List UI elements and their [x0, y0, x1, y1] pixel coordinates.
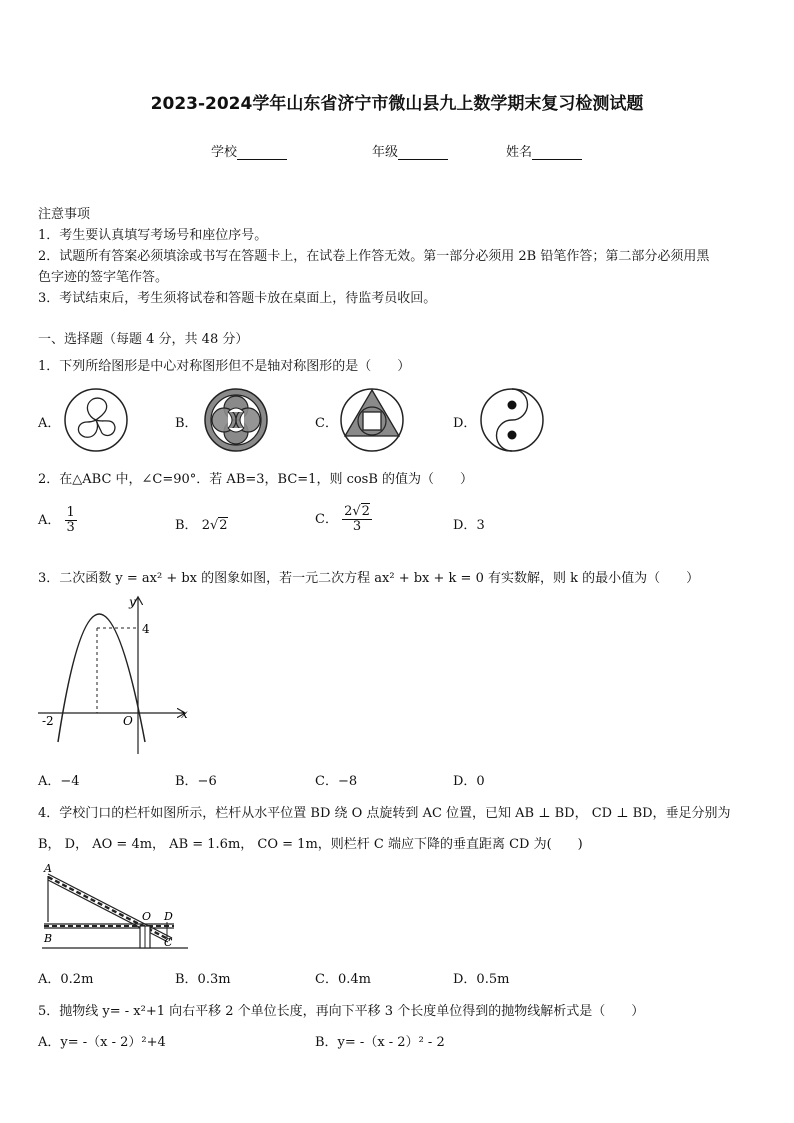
q1-option-c-label: C．: [315, 416, 338, 431]
q2-d-value: 3: [476, 518, 485, 533]
q2-c-radicand: 2: [361, 504, 370, 519]
name-blank: [532, 147, 582, 160]
school-label: 学校: [211, 145, 238, 160]
q2-option-c: [315, 505, 372, 534]
q4-option-b: B．0.3m: [175, 972, 231, 987]
label-c: C: [164, 936, 173, 949]
q5-option-b: B．y= -（x - 2）² - 2: [315, 1035, 445, 1050]
q2-b-coef: 2: [201, 518, 210, 533]
name-label: 姓名: [506, 145, 533, 160]
question-3-stem: 3．二次函数 y = ax² + bx 的图象如图，若一元二次方程 ax² + bx + k = 0 有实数解，则 k 的最小值为（ ）: [38, 571, 700, 586]
question-4-stem-line-1: 4．学校门口的栏杆如图所示，栏杆从水平位置 BD 绕 O 点旋转到 AC 位置，已知 AB ⊥ BD， CD ⊥ BD，垂足分别为: [38, 806, 731, 821]
q1-figure-a: [63, 387, 129, 453]
q4-option-c: C．0.4m: [315, 972, 371, 987]
q1-option-a-label: A．: [38, 416, 61, 431]
q2-option-b-label: B．: [175, 518, 198, 533]
question-4-stem-line-2: B， D， AO = 4m， AB = 1.6m， CO = 1m，则栏杆 C 端应下降的垂直距离 CD 为( ): [38, 837, 583, 852]
q2-option-b: B． 2√2: [175, 518, 228, 533]
q2-option-d: [453, 514, 485, 533]
label-d: D: [164, 910, 173, 923]
section-heading: 一、选择题（每题 4 分，共 48 分）: [38, 332, 249, 347]
q3-option-c: C．−8: [315, 774, 358, 789]
q4-option-a: A．0.2m: [38, 972, 94, 987]
question-2-stem: 2．在△ABC 中，∠C=90°．若 AB=3，BC=1，则 cosB 的值为（ ）: [38, 472, 474, 487]
q2-option-a: [38, 506, 77, 535]
q2-b-radicand: 2: [219, 518, 228, 533]
q1-option-d-label: D．: [453, 416, 477, 431]
question-5-stem: 5．抛物线 y= - x²+1 向右平移 2 个单位长度，再向下平移 3 个长度单位得到的抛物线解析式是（ ）: [38, 1004, 645, 1019]
q2-c-numerator: 2√2: [344, 504, 370, 519]
label-a: A: [44, 862, 52, 875]
x-tick-label: -2: [42, 714, 54, 728]
grade-label: 年级: [372, 145, 399, 160]
grade-blank: [398, 147, 448, 160]
page-title: 2023-2024学年山东省济宁市微山县九上数学期末复习检测试题: [150, 94, 644, 114]
q2-a-numerator: 1: [66, 505, 75, 520]
q2-option-c-fraction: [342, 505, 372, 534]
q1-option-b-label: B．: [175, 416, 198, 431]
q1-figure-b: [202, 387, 270, 453]
label-o: O: [142, 910, 152, 923]
school-field: [211, 141, 287, 160]
name-field: [506, 141, 582, 160]
label-b: B: [44, 932, 53, 945]
q2-option-a-fraction: [65, 506, 77, 535]
q4-barrier-figure: [36, 860, 196, 956]
origin-label: O: [123, 714, 133, 728]
q3-option-b: B．−6: [175, 774, 217, 789]
q4-option-d: D．0.5m: [453, 972, 510, 987]
notice-item: 色字迹的签字笔作答。: [38, 270, 169, 285]
q3-parabola-graph: [36, 592, 196, 758]
q2-option-d-label: D．: [453, 518, 477, 533]
question-1-stem: 1．下列所给图形是中心对称图形但不是轴对称图形的是（ ）: [38, 359, 411, 374]
x-axis-label: x: [181, 707, 188, 721]
school-blank: [237, 147, 287, 160]
q3-option-d: D．0: [453, 774, 485, 789]
y-tick-label: 4: [142, 622, 150, 636]
q2-a-denominator: 3: [66, 520, 75, 535]
notice-item: 1．考生要认真填写考场号和座位序号。: [38, 228, 268, 243]
q2-option-a-label: A．: [38, 513, 61, 528]
q2-c-coef: 2: [344, 504, 353, 519]
notice-item: 3．考试结束后，考生须将试卷和答题卡放在桌面上，待监考员收回。: [38, 291, 437, 306]
notice-heading: 注意事项: [38, 207, 91, 222]
q3-option-a: A．−4: [38, 774, 80, 789]
q1-figure-c: [339, 387, 405, 453]
q2-option-c-label: C．: [315, 512, 338, 527]
q1-figure-d: [478, 387, 546, 453]
grade-field: [372, 141, 448, 160]
notice-item: 2．试题所有答案必须填涂或书写在答题卡上，在试卷上作答无效。第一部分必须用 2B 铅笔作答；第二部分必须用黑: [38, 249, 710, 264]
y-axis-label: y: [129, 595, 136, 609]
q5-option-a: A．y= -（x - 2）²+4: [38, 1035, 166, 1050]
q2-c-denominator: 3: [352, 519, 362, 534]
